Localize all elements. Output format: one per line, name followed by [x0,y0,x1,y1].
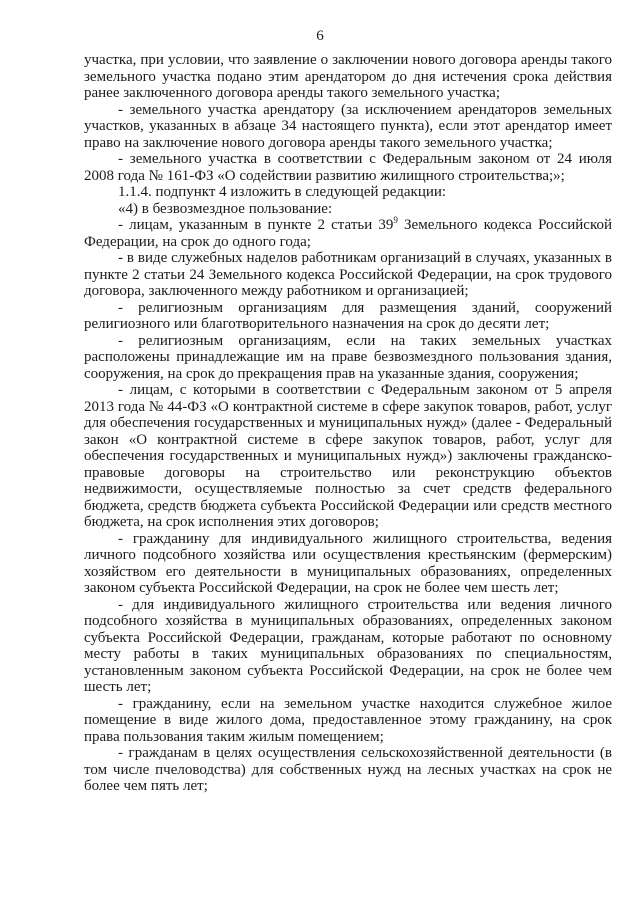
paragraph-6 [84,217,612,250]
paragraph-1: участка, при условии, что заявление о заключении нового договора аренды такого земельного участка подано этим арендатором до дня истечения срока действия ранее заключенного договора аренды такого земельного участка; [84,52,612,101]
paragraph-7: - в виде служебных наделов работникам организаций в случаях, указанных в пункте 2 статьи 24 Земельного кодекса Российской Федерации, на срок трудового договора, заключенного между работником и организацией; [84,250,612,299]
paragraph-6-text-after: Земельного кодекса Российской Федерации, на срок до одного года; [84,217,612,250]
paragraph-3: - земельного участка в соответствии с Федеральным законом от 24 июля 2008 года № 161-ФЗ «О содействии развитию жилищного строительства;»; [84,151,612,184]
paragraph-11: - гражданину для индивидуального жилищного строительства, ведения личного подсобного хозяйства или осуществления крестьянским (фермерским) хозяйством его деятельности в муниципальных образованиях, определенных законом субъекта Российской Федерации, на срок не более чем шесть лет; [84,530,612,596]
paragraph-9: - религиозным организациям, если на таких земельных участках расположены принадлежащие им на праве безвозмездного пользования здания, сооружения, на срок до прекращения прав на указанные здания, сооружения; [84,332,612,382]
paragraph-2: - земельного участка арендатору (за исключением арендаторов земельных участков, указанных в абзаце 34 настоящего пункта), если этот арендатор имеет право на заключение нового договора аренды такого земельного участка; [84,101,612,151]
page-number: 6 [316,28,324,44]
paragraph-13: - гражданину, если на земельном участке находится служебное жилое помещение в виде жилого дома, предоставленное этому гражданину, на срок права пользования таким жилым помещением; [84,695,612,745]
paragraph-14: - гражданам в целях осуществления сельскохозяйственной деятельности (в том числе пчеловодства) для собственных нужд на лесных участках на срок не более чем пять лет; [84,745,612,794]
document-body [84,52,612,795]
paragraph-8: - религиозным организациям для размещения зданий, сооружений религиозного или благотворительного назначения на срок до десяти лет; [84,299,612,332]
paragraph-6-text-before: - лицам, указанным в пункте 2 статьи 39 [118,217,394,233]
article-superscript: 9 [393,215,398,225]
paragraph-5: «4) в безвозмездное пользование: [118,200,333,217]
paragraph-4: 1.1.4. подпункт 4 изложить в следующей редакции: [118,184,447,200]
paragraph-12: - для индивидуального жилищного строительства или ведения личного подсобного хозяйства в муниципальных образованиях, определенных законом субъекта Российской Федерации, гражданам, которые работают по основному месту работы в таких муниципальных образованиях по специальностям, установленным законом субъекта Российской Федерации, на срок не более чем шесть лет; [84,596,612,695]
paragraph-10: - лицам, с которыми в соответствии с Федеральным законом от 5 апреля 2013 года № 44-ФЗ «О контрактной системе в сфере закупок товаров, работ, услуг для обеспечения государственных и муниципальных нужд» (далее - Федеральный закон «О контрактной системе в сфере закупок товаров, работ, услуг для обеспечения государственных и муниципальных нужд») заключены гражданско-правовые договоры на строительство или реконструкцию объектов недвижимости, осуществляемые полностью за счет средств федерального бюджета, средств бюджета субъекта Российской Федерации или средств местного бюджета, на срок исполнения этих договоров; [84,382,612,530]
